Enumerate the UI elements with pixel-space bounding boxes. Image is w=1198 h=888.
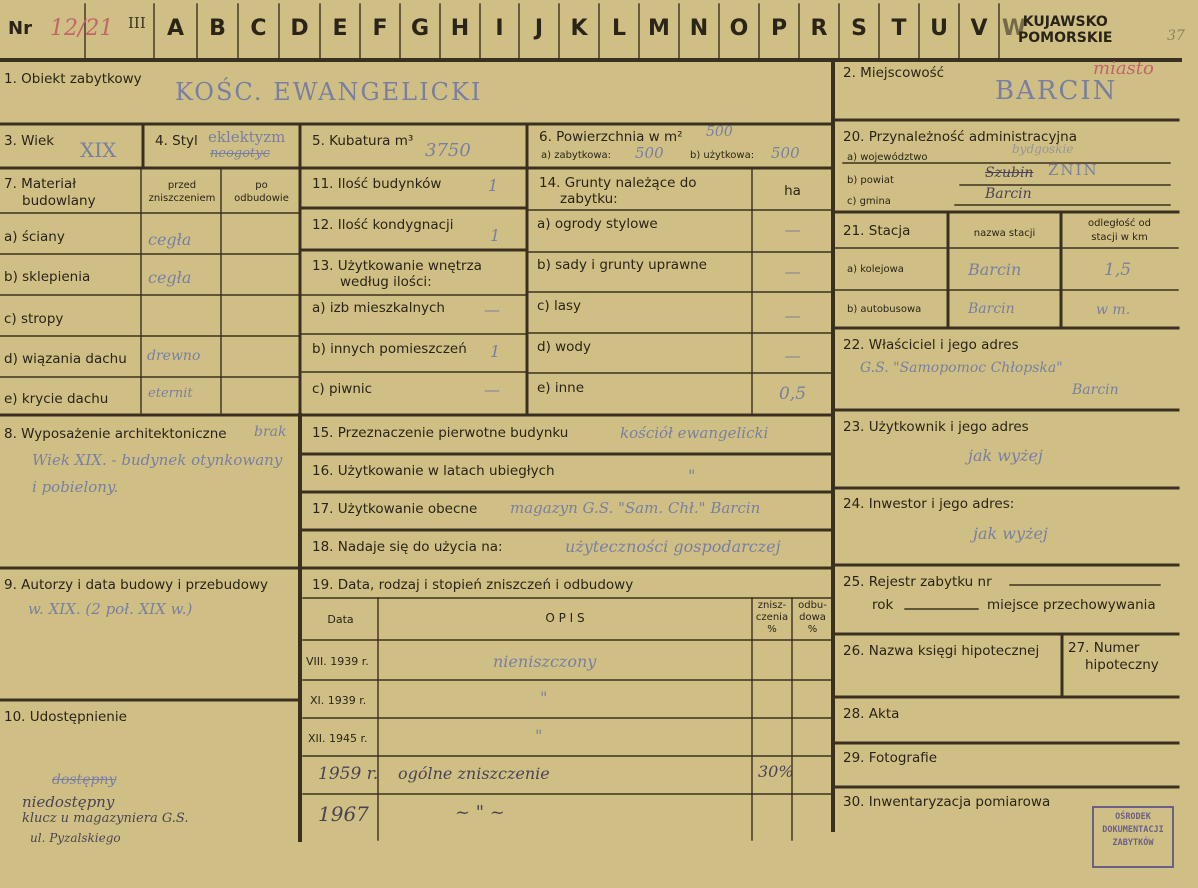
field-14e-label: e) inne xyxy=(537,380,585,396)
field-14a-value: — xyxy=(784,220,801,239)
field-19-col-destr-2: czenia xyxy=(755,612,789,623)
letter-t: T xyxy=(891,16,907,41)
field-24-label: 24. Inwestor i jego adres: xyxy=(843,496,1015,512)
letter-r: R xyxy=(810,16,828,41)
field-22-line2: Barcin xyxy=(1072,382,1119,398)
province-line2: POMORSKIE xyxy=(1018,30,1113,46)
letter-a: A xyxy=(166,16,185,41)
field-21-label: 21. Stacja xyxy=(843,223,911,239)
field-19-row-5-desc: ~ " ~ xyxy=(455,802,505,823)
field-27-label-2: hipoteczny xyxy=(1085,657,1159,673)
letter-k: K xyxy=(570,16,588,41)
field-16-value: " xyxy=(688,466,696,485)
letter-g: G xyxy=(410,16,430,41)
field-28-label: 28. Akta xyxy=(843,706,900,722)
field-25-rok-label: rok xyxy=(872,597,894,613)
field-7c-label: c) stropy xyxy=(4,311,64,327)
letter-s: S xyxy=(851,16,867,41)
field-7e-before: eternit xyxy=(148,386,193,401)
field-11-value: 1 xyxy=(488,176,499,195)
letter-n: N xyxy=(689,16,709,41)
field-19-label: 19. Data, rodzaj i stopień zniszczeń i odbudowy xyxy=(312,577,634,593)
field-8-line2: Wiek XIX. - budynek otynkowany xyxy=(32,451,283,469)
field-26-label: 26. Nazwa księgi hipotecznej xyxy=(843,643,1040,659)
field-27-label-1: 27. Numer xyxy=(1068,640,1140,656)
corner-number: 37 xyxy=(1167,28,1185,44)
letter-w: W xyxy=(1001,16,1027,41)
field-7-col-after-1: po xyxy=(255,180,268,191)
field-6a-label: a) zabytkowa: xyxy=(541,150,611,161)
field-8-label: 8. Wyposażenie architektoniczne xyxy=(4,426,227,442)
field-21b-label: b) autobusowa xyxy=(847,304,922,315)
field-20a-value: bydgoskie xyxy=(1012,142,1074,156)
field-21-col-dist-1: odległość od xyxy=(1087,218,1152,229)
field-21-col-name: nazwa stacji xyxy=(973,228,1036,239)
field-23-value: jak wyżej xyxy=(968,446,1043,465)
field-13c-value: — xyxy=(484,380,500,399)
field-5-label: 5. Kubatura m³ xyxy=(312,133,414,149)
field-7-col-before-2: zniszczeniem xyxy=(148,193,216,204)
field-21-col-dist-2: stacji w km xyxy=(1091,232,1148,243)
field-8-line1: brak xyxy=(254,424,287,440)
nr-label: Nr xyxy=(8,18,32,39)
field-7b-before: cegła xyxy=(148,268,192,287)
letter-f: F xyxy=(372,16,388,41)
letter-m: M xyxy=(648,16,670,41)
field-19-row-4-desc: ogólne zniszczenie xyxy=(398,764,550,783)
letter-h: H xyxy=(450,16,470,41)
field-19-row-2-desc: " xyxy=(540,688,548,707)
field-20c-label: c) gmina xyxy=(847,196,891,207)
field-19-row-4-destr: 30% xyxy=(758,762,794,781)
field-5-value: 3750 xyxy=(425,140,471,161)
field-19-row-5-date: 1967 xyxy=(318,802,369,826)
field-20a-label: a) województwo xyxy=(847,152,928,163)
field-21a-name: Barcin xyxy=(968,260,1022,279)
field-19-row-1-desc: nieniszczony xyxy=(493,652,597,671)
field-14d-label: d) wody xyxy=(537,339,591,355)
field-19-col-destr-3: % xyxy=(767,624,777,635)
field-29-label: 29. Fotografie xyxy=(843,750,938,766)
field-19-col-rebuild-3: % xyxy=(807,624,818,635)
field-14a-label: a) ogrody stylowe xyxy=(537,216,658,232)
field-15-label: 15. Przeznaczenie pierwotne budynku xyxy=(312,425,569,441)
province-label xyxy=(1018,14,1112,46)
field-7b-label: b) sklepienia xyxy=(4,269,91,285)
field-18-label: 18. Nadaje się do użycia na: xyxy=(312,539,503,555)
field-10-value: niedostępny xyxy=(22,793,115,811)
field-14b-value: — xyxy=(784,262,801,281)
field-14-unit: ha xyxy=(784,183,801,199)
field-25-label: 25. Rejestr zabytku nr xyxy=(843,574,992,590)
field-1-value: KOŚC. EWANGELICKI xyxy=(175,78,483,106)
field-15-value: kościół ewangelicki xyxy=(620,424,769,442)
institution-stamp xyxy=(1092,806,1174,868)
field-4-label: 4. Styl xyxy=(155,133,198,149)
letter-i: I xyxy=(495,16,504,41)
field-13b-value: 1 xyxy=(490,342,501,361)
field-14-label-2: zabytku: xyxy=(560,191,618,207)
field-14-label-1: 14. Grunty należące do xyxy=(539,175,697,191)
field-20c-value: Barcin xyxy=(985,186,1032,202)
field-6b-label: b) użytkowa: xyxy=(690,150,755,161)
field-14b-label: b) sady i grunty uprawne xyxy=(537,257,707,273)
letter-o: O xyxy=(729,16,749,41)
stamp-line2: DOKUMENTACJI xyxy=(1102,825,1164,835)
field-6-total: 500 xyxy=(706,124,733,140)
field-9-label: 9. Autorzy i data budowy i przebudowy xyxy=(4,577,268,593)
letter-l: L xyxy=(611,16,627,41)
field-7-col-before-1: przed xyxy=(167,180,197,191)
field-21a-dist: 1,5 xyxy=(1104,260,1132,280)
field-19-row-3-date: XII. 1945 r. xyxy=(308,732,368,745)
field-30-label: 30. Inwentaryzacja pomiarowa xyxy=(843,794,1051,810)
field-9-value: w. XIX. (2 poł. XIX w.) xyxy=(28,600,193,618)
field-11-label: 11. Ilość budynków xyxy=(312,176,442,192)
field-7a-label: a) ściany xyxy=(4,229,65,245)
letter-p: P xyxy=(770,16,788,41)
field-21b-name: Barcin xyxy=(968,301,1015,317)
field-14e-value: 0,5 xyxy=(778,384,807,404)
field-19-col-rebuild-2: dowa xyxy=(799,612,826,623)
nr-roman: III xyxy=(128,14,146,32)
miasto-note: miasto xyxy=(1093,58,1154,79)
field-13c-label: c) piwnic xyxy=(312,381,373,397)
field-20b-crossed: Szubin xyxy=(985,165,1034,181)
field-19-row-3-desc: " xyxy=(535,726,543,745)
field-22-label: 22. Właściciel i jego adres xyxy=(843,337,1019,353)
field-8-line3: i pobielony. xyxy=(32,478,119,496)
field-10-line3: ul. Pyzalskiego xyxy=(30,831,121,845)
field-7-label-2: budowlany xyxy=(22,193,96,209)
field-19-col-destr-1: znisz- xyxy=(757,600,787,611)
field-13-label-2: według ilości: xyxy=(340,274,432,290)
field-12-label: 12. Ilość kondygnacji xyxy=(312,217,454,233)
letter-b: B xyxy=(209,16,226,41)
field-7e-label: e) krycie dachu xyxy=(4,391,109,407)
stamp-line1: OŚRODEK xyxy=(1115,812,1151,822)
field-7-label-1: 7. Materiał xyxy=(4,176,77,192)
field-2-value: BARCIN xyxy=(995,76,1118,106)
field-25-place-label: miejsce przechowywania xyxy=(987,597,1156,613)
field-7-col-after-2: odbudowie xyxy=(234,193,289,204)
letter-d: D xyxy=(290,16,309,41)
letter-j: J xyxy=(534,16,544,41)
field-10-line2: klucz u magazyniera G.S. xyxy=(22,811,189,826)
field-18-value: użyteczności gospodarczej xyxy=(565,537,781,556)
field-20b-value: ŻNIN xyxy=(1048,161,1099,179)
field-10-crossed: dostępny xyxy=(52,772,117,788)
field-21a-label: a) kolejowa xyxy=(847,264,904,275)
nr-value: 12/21 xyxy=(50,16,114,41)
field-19-col-rebuild-1: odbu- xyxy=(798,600,827,611)
field-13a-label: a) izb mieszkalnych xyxy=(312,300,445,316)
province-line1: KUJAWSKO xyxy=(1022,14,1108,30)
field-20b-label: b) powiat xyxy=(847,175,894,186)
letter-v: V xyxy=(970,16,988,41)
field-13b-label: b) innych pomieszczeń xyxy=(312,341,467,357)
field-4-value: eklektyzm xyxy=(208,128,286,146)
field-21b-dist: w m. xyxy=(1096,302,1131,318)
field-12-value: 1 xyxy=(490,226,501,245)
letter-c: C xyxy=(250,16,267,41)
field-3-value: XIX xyxy=(80,138,117,162)
field-4-crossed: neogotyc xyxy=(210,146,270,161)
field-19-col-date: Data xyxy=(327,613,354,626)
field-19-row-4-date: 1959 r. xyxy=(318,764,379,784)
letter-u: U xyxy=(930,16,948,41)
field-19-col-desc: O P I S xyxy=(545,611,585,625)
field-14d-value: — xyxy=(784,346,801,365)
field-19-row-1-date: VIII. 1939 r. xyxy=(306,655,369,668)
field-6b-value: 500 xyxy=(771,144,800,162)
letter-e: E xyxy=(332,16,348,41)
field-7d-label: d) wiązania dachu xyxy=(4,351,127,367)
field-17-label: 17. Użytkowanie obecne xyxy=(312,501,478,517)
field-7d-before: drewno xyxy=(147,348,201,364)
field-1-label: 1. Obiekt zabytkowy xyxy=(4,71,142,87)
field-6a-value: 500 xyxy=(635,144,664,162)
field-7a-before: cegła xyxy=(148,230,192,249)
field-23-label: 23. Użytkownik i jego adres xyxy=(843,419,1029,435)
field-20-label: 20. Przynależność administracyjna xyxy=(843,129,1078,145)
field-2-label: 2. Miejscowość xyxy=(843,65,945,81)
field-13-label-1: 13. Użytkowanie wnętrza xyxy=(312,258,482,274)
field-6-label: 6. Powierzchnia w m² xyxy=(539,129,683,145)
stamp-line3: ZABYTKÓW xyxy=(1112,838,1154,848)
field-14c-value: — xyxy=(784,306,801,325)
field-3-label: 3. Wiek xyxy=(4,133,55,149)
field-16-label: 16. Użytkowanie w latach ubiegłych xyxy=(312,463,555,479)
field-14c-label: c) lasy xyxy=(537,298,582,314)
field-19-row-2-date: XI. 1939 r. xyxy=(310,694,367,707)
field-17-value: magazyn G.S. "Sam. Chł." Barcin xyxy=(510,499,761,517)
field-10-label: 10. Udostępnienie xyxy=(4,709,127,725)
field-13a-value: — xyxy=(484,300,500,319)
field-24-value: jak wyżej xyxy=(973,524,1048,543)
field-22-line1: G.S. "Samopomoc Chłopska" xyxy=(860,360,1063,376)
